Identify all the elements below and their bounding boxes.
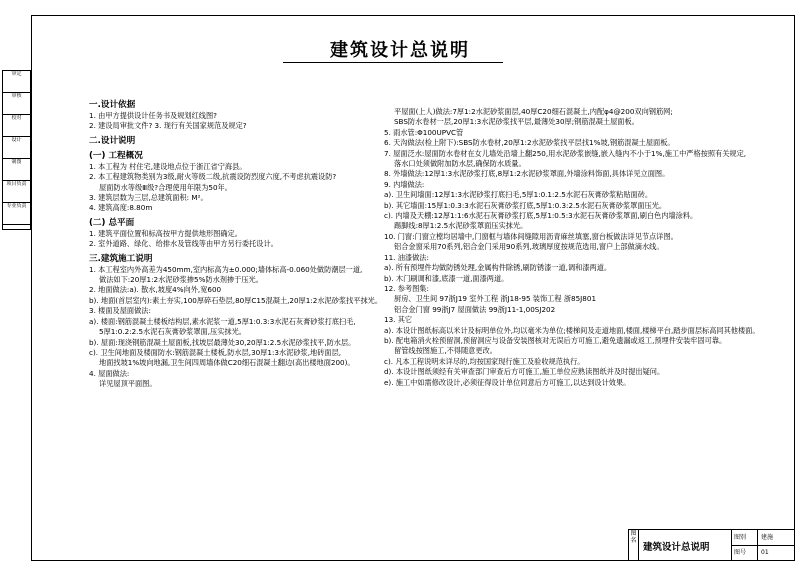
note-line: 5. 雨水管:Φ100UPVC管 bbox=[384, 127, 464, 137]
note-line: 3. 建筑层数为三层,总建筑面积: M²。 bbox=[89, 193, 208, 203]
note-line: 落水口处须做附加防水层,确保防水质量。 bbox=[394, 159, 526, 169]
note-line: 1. 由甲方提供设计任务书及规划红线图? bbox=[89, 111, 217, 120]
signature-cell: 制图 bbox=[3, 159, 30, 181]
note-line: 2. 地面做法:a). 散水,坡度4%向外,宽600 bbox=[89, 285, 222, 295]
note-line: SBS防水卷材一层,20厚1:3水泥砂浆找平层,最薄处30厚;钢筋混凝土屋面板。 bbox=[394, 117, 639, 127]
note-line: 13. 其它 bbox=[384, 315, 413, 325]
note-line: d). 本设计图纸须经有关审查部门审查后方可施工,施工单位应熟读图纸并及时提出疑问。 bbox=[384, 367, 665, 377]
note-line: a). 所有预埋件均做防锈处理,金属构件除锈,刷防锈漆一道,调和漆两道。 bbox=[384, 263, 612, 273]
section-heading: 一.设计依据 bbox=[89, 100, 136, 110]
note-line: 1. 本工程室内外高差为450mm,室内标高为±0.000;墙体标高-0.060处做防潮层一道, bbox=[89, 264, 363, 274]
left-notes-column bbox=[89, 96, 382, 390]
note-line: c). 凡本工程说明未详尽的,均按国家现行施工及验收规范执行。 bbox=[384, 356, 585, 366]
note-line: 4. 屋面做法: bbox=[89, 368, 130, 378]
note-line: 厨房、卫生间 97浙J19 室外工程 浙J18-95 装饰工程 浙85J801 bbox=[394, 294, 597, 304]
note-line: 9. 内墙做法: bbox=[384, 179, 425, 189]
section-heading: (一) 工程概况 bbox=[89, 150, 143, 161]
note-line: 1. 建筑平面位置和标高按甲方提供地形图确定。 bbox=[89, 228, 242, 238]
note-line: 6. 天沟做法(检上附下):SBS防水卷材,20厚1:2水泥砂浆找平层找1%坡,钢筋混凝土屋面板。 bbox=[384, 138, 675, 148]
note-line: 详见屋顶平面图。 bbox=[99, 379, 157, 389]
note-line: 10. 门窗:门窗立樘均居墙中,门窗框与墙体间缝隙用沥青麻丝填塞,窗台板做法详见节点详图。 bbox=[384, 231, 678, 241]
note-line: 2. 室外道路、绿化、给排水及管线等由甲方另行委托设计。 bbox=[89, 239, 278, 249]
note-line: 踢脚线:8厚1:2.5水泥砂浆罩面压实抹光。 bbox=[394, 221, 528, 231]
note-line: 2. 建设局审批文件? 3. 现行有关国家规范及规定? bbox=[89, 121, 247, 131]
note-line: 8. 外墙做法:12厚1:3水泥砂浆打底,8厚1:2水泥砂浆罩面,外墙涂料饰面,具体详见立面图。 bbox=[384, 169, 670, 179]
title-block-value-1: 建施 bbox=[761, 534, 774, 541]
note-line: 3. 楼面及屋面做法: bbox=[89, 306, 151, 316]
note-line: a). 本设计图纸标高以米计及标明单位外,均以毫米为单位;楼梯间及走道地面,楼面,楼梯平台,踏步面层标高同其他楼面。 bbox=[384, 325, 760, 335]
signature-cell: 审核 bbox=[3, 93, 30, 115]
note-line: b). 配电箱消火栓预留洞,预留洞应与设备安装图核对无误后方可施工,避免遗漏或返工,预埋件安装牢固可靠。 bbox=[384, 335, 727, 345]
note-line: b). 木门刷调和漆,底漆一道,面漆两道。 bbox=[384, 273, 509, 283]
section-heading: 三.建筑施工说明 bbox=[89, 253, 153, 264]
note-line: 铝合金门窗 99浙J7 屋面做法 99浙J11-1,00SJ202 bbox=[394, 304, 556, 314]
note-line: 平屋面(上人)做法:7厚1:2水泥砂浆面层,40厚C20细石混凝土,内配φ4@200双向钢筋网; bbox=[394, 107, 673, 116]
section-heading: (二) 总平面 bbox=[89, 217, 135, 228]
title-block-name: 建筑设计总说明 bbox=[643, 542, 710, 553]
title-block-value-2: 01 bbox=[761, 549, 769, 556]
signature-cell: 项目负责 bbox=[3, 181, 30, 203]
signature-cell: 校对 bbox=[3, 115, 30, 137]
note-line: 屋面防水等级Ⅲ级?合理使用年限为50年。 bbox=[99, 182, 232, 192]
note-line: c). 内墙及天棚:12厚1:1:6水泥石灰膏砂浆打底,5厚1:0.5:3水泥石灰膏砂浆罩面,刷白色内墙涂料。 bbox=[384, 211, 698, 221]
sheet-title: 建筑设计总说明 bbox=[330, 40, 470, 61]
right-notes-column bbox=[384, 107, 760, 388]
note-line: b). 其它墙面:15厚1:0.3:3水泥石灰膏砂浆打底,5厚1:0.3:2.5水泥石灰膏砂浆罩面压光。 bbox=[384, 200, 667, 210]
title-block bbox=[628, 529, 795, 561]
title-block-side-label: 图名 bbox=[629, 530, 639, 560]
note-line: 铝合金窗采用70系列,铝合金门采用90系列,玻璃厚度按规范选用,窗户上部做滴水线。 bbox=[394, 242, 664, 252]
title-underline bbox=[283, 62, 503, 63]
note-line: b). 屋面:现浇钢筋混凝土屋面板,找坡层最薄处30,20厚1:2.5水泥砂浆找平,防水层。 bbox=[89, 337, 356, 347]
signature-cell: 设计 bbox=[3, 137, 30, 159]
note-line: 5厚1:0.2:2.5水泥石灰膏砂浆罩面,压实抹光。 bbox=[99, 327, 246, 337]
note-line: 2. 本工程建筑物类别为3级,耐火等级二级,抗震设防烈度六度,不考虑抗震设防? bbox=[89, 172, 337, 182]
note-line: 1. 本工程为 村住宅,建设地点位于浙江省宁海县。 bbox=[89, 161, 247, 171]
note-line: a). 卫生间墙面:12厚1:3水泥砂浆打底扫毛,5厚1:0.1:2.5水泥石灰膏砂浆粘贴面砖。 bbox=[384, 190, 653, 200]
note-line: c). 卫生间地面及楼面防水:钢筋混凝土楼板,防水层,30厚1:3水泥砂浆,地砖面层, bbox=[89, 347, 342, 357]
note-line: b). 地面(首层室内):素土夯实,100厚碎石垫层,80厚C15混凝土,20厚1:2水泥砂浆找平抹光。 bbox=[89, 295, 383, 305]
note-line: 11. 油漆做法: bbox=[384, 252, 429, 262]
title-block-label-2: 图号 bbox=[734, 549, 747, 556]
note-line: 地面找坡1%坡向地漏,卫生间四周墙体做C20细石混凝土翻边(高出楼地面200)。 bbox=[99, 358, 355, 368]
note-line: 做法如下:20厚1:2水泥砂浆掺5%防水剂掺于压光。 bbox=[99, 275, 263, 285]
note-line: a). 楼面:钢筋混凝土楼板结构层,素水泥浆一道,5厚1:0.3:3水泥石灰膏砂浆打底扫毛, bbox=[89, 316, 356, 326]
note-line: 12. 参考图集: bbox=[384, 283, 429, 293]
note-line: 留管线按图施工,不得随意更改。 bbox=[394, 346, 497, 356]
signature-strip bbox=[2, 70, 31, 230]
signature-cell: 专业负责 bbox=[3, 203, 30, 225]
section-heading: 二.设计说明 bbox=[89, 135, 136, 146]
title-block-label-1: 图别 bbox=[734, 534, 747, 541]
note-line: 4. 建筑高度:8.80m bbox=[89, 203, 153, 213]
signature-cell: 审定 bbox=[3, 71, 30, 93]
note-line: e). 施工中如需修改设计,必须征得设计单位同意后方可施工,以达到设计效果。 bbox=[384, 377, 631, 387]
note-line: 7. 屋面泛水:屋面防水卷材在女儿墙处沿墙上翻250,用水泥砂浆嵌缝,嵌入缝内不小于1%,施工中严格按照有关规定, bbox=[384, 148, 747, 158]
